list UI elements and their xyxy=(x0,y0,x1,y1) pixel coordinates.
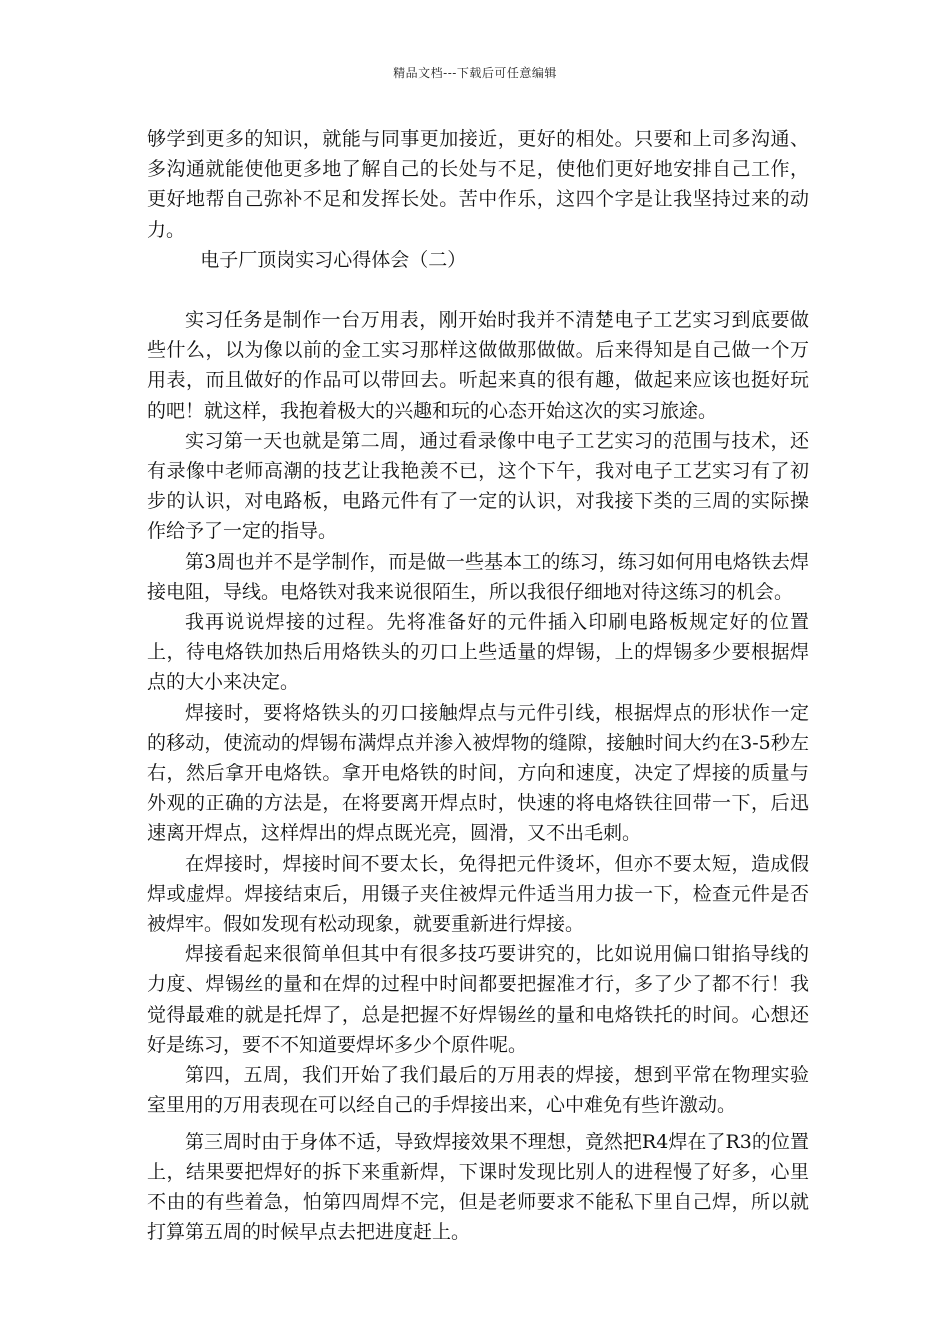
page-header: 精品文档---下载后可任意编辑 xyxy=(393,66,557,80)
paragraph-9: 第三周时由于身体不适，导致焊接效果不理想，竟然把R4焊在了R3的位置上，结果要把焊好的拆下来重新焊，下课时发现比别人的进程慢了好多，心里不由的有些着急，怕第四周焊不完，但是老师要求不能私下里自己焊，所以就打算第五周的时候早点去把进度赶上。 xyxy=(147,1130,809,1244)
paragraph-8: 第四，五周，我们开始了我们最后的万用表的焊接，想到平常在物理实验室里用的万用表现在可以经自己的手焊接出来，心中难免有些许激动。 xyxy=(147,1064,809,1117)
paragraph-6: 在焊接时，焊接时间不要太长，免得把元件烫坏，但亦不要太短，造成假焊或虚焊。焊接结束后，用镊子夹住被焊元件适当用力拔一下，检查元件是否被焊牢。假如发现有松动现象，就要重新进行焊接。 xyxy=(147,852,809,936)
paragraph-3: 第3周也并不是学制作，而是做一些基本工的练习，练习如何用电烙铁去焊接电阻，导线。电烙铁对我来说很陌生，所以我很仔细地对待这练习的机会。 xyxy=(147,550,809,603)
paragraph-5: 焊接时，要将烙铁头的刃口接触焊点与元件引线，根据焊点的形状作一定的移动，使流动的焊锡布满焊点并渗入被焊物的缝隙，接触时间大约在3-5秒左右，然后拿开电烙铁。拿开电烙铁的时间，方向和速度，决定了焊接的质量与外观的正确的方法是，在将要离开焊点时，快速的将电烙铁往回带一下，后迅速离开焊点，这样焊出的焊点既光亮，圆滑，又不出毛刺。 xyxy=(147,701,809,845)
lead-paragraph: 够学到更多的知识，就能与同事更加接近，更好的相处。只要和上司多沟通、多沟通就能使他更多地了解自己的长处与不足，使他们更好地安排自己工作，更好地帮自己弥补不足和发挥长处。苦中作乐，这四个字是让我坚持过来的动力。 xyxy=(147,128,809,241)
paragraph-7: 焊接看起来很简单但其中有很多技巧要讲究的，比如说用偏口钳掐导线的力度、焊锡丝的量和在焊的过程中时间都要把握准才行，多了少了都不行！我觉得最难的就是托焊了，总是把握不好焊锡丝的量和电烙铁托的时间。心想还好是练习，要不不知道要焊坏多少个原件呢。 xyxy=(147,943,809,1056)
paragraph-2: 实习第一天也就是第二周，通过看录像中电子工艺实习的范围与技术，还有录像中老师高潮的技艺让我艳羡不已，这个下午，我对电子工艺实习有了初步的认识，对电路板，电路元件有了一定的认识，对我接下类的三周的实际操作给予了一定的指导。 xyxy=(147,429,809,543)
document-body xyxy=(147,124,809,1247)
paragraph-1: 实习任务是制作一台万用表，刚开始时我并不清楚电子工艺实习到底要做些什么，以为像以前的金工实习那样这做做那做做。后来得知是自己做一个万用表，而且做好的作品可以带回去。听起来真的很有趣，做起来应该也挺好玩的吧！就这样，我抱着极大的兴趣和玩的心态开始这次的实习旅途。 xyxy=(147,309,809,422)
section-spacer xyxy=(147,275,809,305)
section-title: 电子厂顶岗实习心得体会（二） xyxy=(200,248,467,271)
paragraph-4: 我再说说焊接的过程。先将准备好的元件插入印刷电路板规定好的位置上，待电烙铁加热后用烙铁头的刃口上些适量的焊锡，上的焊锡多少要根据焊点的大小来决定。 xyxy=(147,611,809,694)
